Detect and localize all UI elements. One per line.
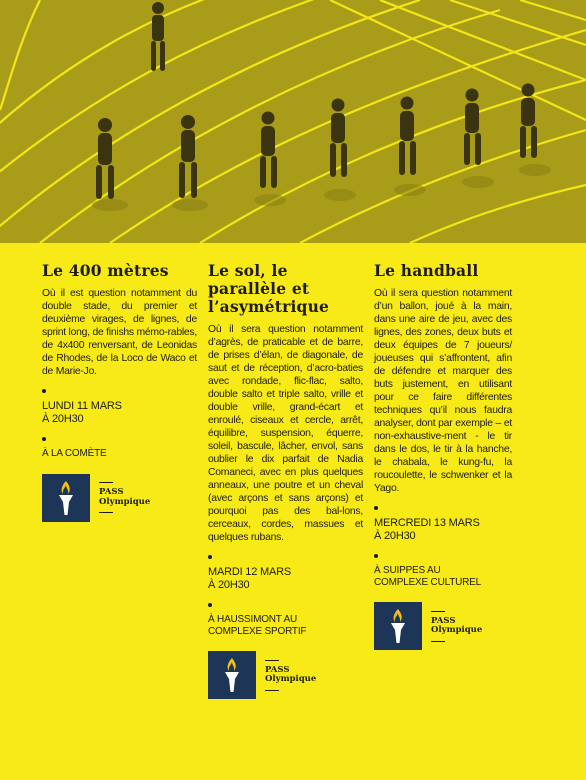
event-date-day: MARDI 12 MARS [208,566,291,578]
pass-label-line1: PASS [265,664,290,675]
bullet-dot [374,506,378,510]
pass-label-line2: Olympique [99,496,151,507]
torch-icon [208,651,256,699]
pass-label [431,611,482,642]
track-illustration [0,0,586,243]
event-venue [42,448,197,460]
event-date-day: MERCREDI 13 MARS [374,517,480,529]
event-title: Le 400 mètres [42,261,169,280]
header-photo-running-track [0,0,586,243]
torch-icon [374,602,422,650]
pass-label [265,660,316,691]
pass-label [99,482,150,513]
event-venue-line: À SUIPPES AU [374,565,441,576]
pass-label-line2: Olympique [265,674,317,684]
pass-label-line1: PASS [431,615,456,626]
event-venue-line: COMPLEXE CULTUREL [374,576,481,588]
event-date-time: À 20H30 [208,579,250,591]
event-title: Le sol, le parallèle et l’asymétrique [208,261,330,316]
event-date [208,566,363,592]
bullet-dot [42,389,46,393]
bullet-dot [374,554,378,558]
pass-olympique-badge [374,602,512,650]
event-description: Où il est question notamment du double stade, du premier et deuxième virages, de lignes, de sprint long, de finishs mémo-rables, de 4x400 renversant, de Leonidas de Rhodes, de la Loco de Waco et de Marie-Jo. [42,288,198,377]
event-column-400m [42,262,197,522]
pass-label-line2: Olympique [431,625,483,635]
event-date [42,400,197,426]
bullet-dot [208,555,212,559]
event-venue-line: COMPLEXE SPORTIF [208,625,307,637]
bullet-dot [42,437,46,441]
event-description: Où il sera question notamment d’agrès, de praticable et de barre, de prises d’élan, de diagonale, de saut et de réception, d’acro-baties avec rondade, flic-flac, salto, double salto et triple salto, vrille et double vrille, grand-écart et enroulé, ciseaux et cercle, arrêt, équilibre, suspension, équerre, soleil, bascule, lâcher, envol, sans oublier le dix parfait de Nadia Comaneci, avec en plus quelques anneaux, une poutre et un cheval (avec arçons et sans arçons) et pourquoi pas des bal-lons, cerceaux, cordes, massues et quelques rubans. [208,324,363,543]
event-venue [374,565,512,588]
pass-label-line1: PASS [99,487,124,497]
event-date-day: LUNDI 11 MARS [42,400,122,412]
event-title: Le handball [374,261,479,280]
event-venue-line: À LA COMÈTE [42,448,107,459]
event-description: Où il sera question notamment d’un ballon, joué à la main, dans une aire de jeu, avec des lignes, des zones, deux buts et deux équipes de 7 joueurs/ joueuses qui s’affrontent, afin de défendre et marquer des buts justement, en utilisant pour ce faire différentes techniques qu’il nous faudra analyser, dont par exemple – et non-exhaustive-ment - le tir dans le dos, le tir à la hanche, le chabala, le kung-fu, la roucoulette, le schwenker et la Yago. [374,288,512,494]
event-venue [208,614,363,637]
torch-icon [42,474,90,522]
event-date [374,517,512,543]
event-date-time: À 20H30 [374,530,416,542]
pass-olympique-badge [42,474,197,522]
event-column-handball [374,262,512,650]
event-date-time: À 20H30 [42,413,84,425]
event-column-gymnastique [208,262,363,699]
bullet-dot [208,603,212,607]
pass-olympique-badge [208,651,363,699]
event-venue-line: À HAUSSIMONT AU [208,614,298,625]
